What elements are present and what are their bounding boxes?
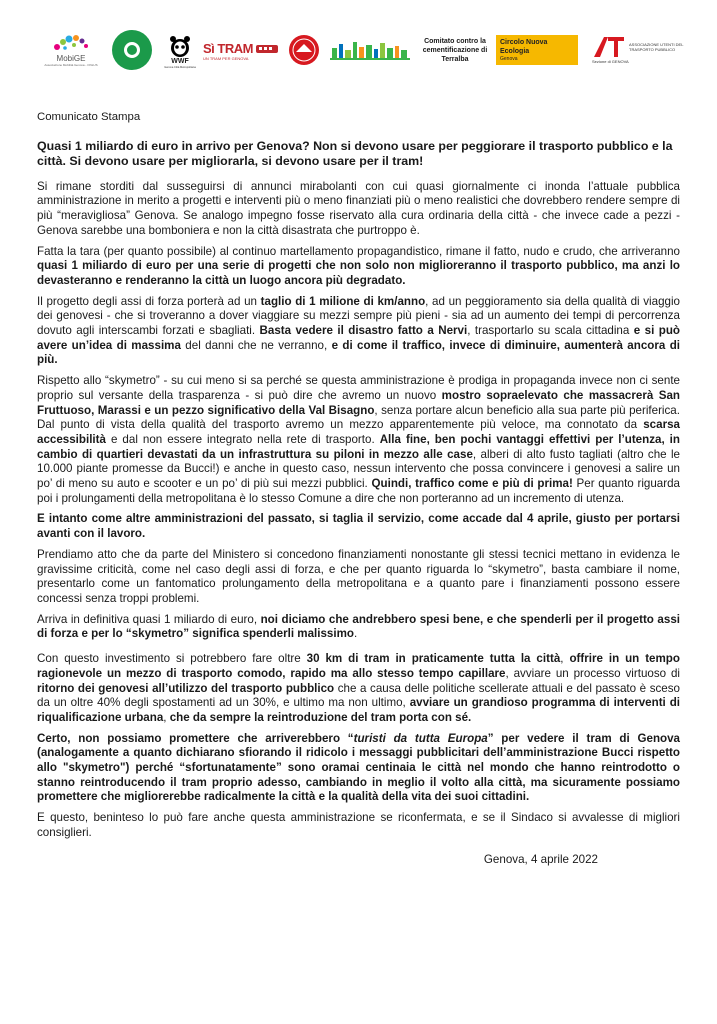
body-paragraph — [37, 245, 680, 289]
text-segment: Si rimane storditi dal susseguirsi di annunci mirabolanti con cui quasi giornalmente ci inonda l’attuale pubblica amministrazione in merito a progetti e interventi più o meno finanziati più o meno realistici che dovrebbero rendere sempre di più “meravigliosa” Genova. Se analogo impegno fosse riservato alla cura ordinaria della città - che invece cade a pezzi - Genova sarebbe una bomboniera e non la città disastrata che purtroppo è. — [37, 179, 680, 237]
tram-icon — [255, 43, 279, 55]
text-segment: , senza portare alcun beneficio alla sua parte più periferica. Dal punto di vista della qualità del trasporto avremo un mezzo apparentemente più veloce, ma connotato da — [37, 403, 680, 432]
text-segment: . — [354, 627, 358, 641]
circolo-nuova-ecologia-logo: Circolo Nuova Ecologia Genova — [496, 35, 578, 65]
body-paragraph — [37, 548, 680, 607]
text-segment: ” per vedere il tram di Genova (analogamente a quanto dichiarano sfiorando il ridicolo i messaggi pubblicitari dell’amministrazione Bucci rispetto allo "skymetro") perché “sfortunatamente” sono oramai centinaia le città nel mondo che hanno reintrodotto o stanno reintroducendo il tram proprio adesso, cambiando in meglio il volto alla città, ma sicuramente possiamo promettere che migliorerebbe radicalmente la città e la qualità della vita dei suoi cittadini. — [37, 731, 681, 804]
comitato-terralba-logo: Comitato contro la cementificazione di Terralba — [422, 37, 488, 63]
mobige-dots-icon — [51, 33, 91, 55]
document-label: Comunicato Stampa — [37, 111, 141, 123]
red-emblem-icon — [288, 34, 320, 66]
text-segment: 30 km di tram in praticamente tutta la città — [306, 652, 561, 666]
text-segment: offrire in un tempo ragionevole un mezzo di trasporto comodo, rapido ma allo stesso tempo capillare — [37, 652, 680, 680]
text-segment: Fatta la tara (per quanto possibile) al continuo martellamento propagandistico, rimane il fatto, nudo e crudo, che arriveranno — [37, 244, 680, 258]
body-paragraphs — [37, 180, 680, 841]
text-segment: e si può avere un’idea di massima — [37, 324, 680, 352]
document-headline: Quasi 1 miliardo di euro in arrivo per Genova? Non si devono usare per peggiorare il trasporto pubblico e la città. Si devono usare per migliorarla, si devono usare per il tram! — [37, 138, 673, 169]
body-paragraph — [37, 652, 680, 726]
text-segment: avviare un grandioso programma di interventi di riqualificazione urbana — [37, 696, 680, 724]
text-segment: Arriva in definitiva quasi 1 miliardo di euro, — [37, 612, 261, 626]
press-release — [37, 110, 680, 867]
text-segment: Il progetto degli assi di forza porterà ad un — [37, 294, 261, 308]
text-segment: che da sempre la reintroduzione del tram porta con sé. — [169, 710, 472, 724]
body-paragraph — [37, 732, 680, 806]
body-paragraph — [37, 613, 680, 642]
fridays-for-future-logo — [110, 28, 154, 72]
text-segment: ritorno dei genovesi all’utilizzo del trasporto pubblico — [37, 681, 335, 695]
signoff-date: Genova, 4 aprile 2022 — [483, 852, 598, 866]
text-segment: , alberi di alto fusto tagliati (altro che le 10.000 piante promesse da Bucci!) e anche in questo caso, nessun intervento che possa convincere i genovesi a salire un po’ di meno su auto e scooter e un po’ di più sui mezzi pubblici. — [37, 447, 681, 491]
autp-emblem-icon — [592, 35, 626, 59]
text-segment: Quindi, traffico come e più di prima! — [371, 477, 573, 491]
si-tram-logo: Sì TRAM UN TRAM PER GENOVA — [203, 36, 279, 66]
text-segment: scarsa accessibilità — [37, 418, 680, 446]
body-paragraph — [37, 374, 680, 506]
text-segment: mostro sopraelevato che massacrerà San Fruttuoso, Marassi e un pezzo significativo della Val Bisagno — [37, 388, 680, 417]
text-segment: , trasportarlo su scala cittadina — [467, 324, 634, 338]
mobige-logo: MobiGE Associazione Mobilità Genova - ONLUS — [40, 32, 102, 68]
text-segment: E intanto come altre amministrazioni del passato, si taglia il servizio, come accade dal 4 aprile, giusto per portarsi avanti con il lavoro. — [37, 512, 680, 541]
text-segment: , — [163, 710, 170, 724]
text-segment: , ad un peggioramento sia della qualità di viaggio dei genovesi - che si troveranno a dover viaggiare su mezzi sempre più pieni - sia ad un aumento dei tempi di percorrenza dovuto agli interscambi forzati e sbagliati. — [37, 294, 680, 338]
body-paragraph — [37, 811, 680, 840]
text-segment: del danni che ne verranno, — [180, 338, 332, 352]
panda-icon — [168, 34, 192, 58]
text-segment: Basta vedere il disastro fatto a Nervi — [259, 324, 468, 338]
text-segment: Per quanto riguarda poi i prolungamenti della metropolitana è lo stesso Comune a dire che non porteranno ad un incremento di utenza. — [37, 477, 680, 505]
text-segment: , avviare un processo virtuoso di — [505, 666, 680, 680]
text-segment: Certo, non possiamo promettere che arriverebbero “ — [37, 731, 354, 745]
wwf-logo: WWF Genova Città Metropolitana — [162, 30, 198, 72]
text-segment: Con questo investimento si potrebbero fare oltre — [37, 652, 307, 666]
text-segment: quasi 1 miliardo di euro per una serie di progetti che non solo non miglioreranno il trasporto pubblico, ma anzi lo devasteranno e renderanno la città un luogo ancora più degradato. — [37, 259, 680, 287]
autp-logo: ASSOCIAZIONE UTENTI DEL TRASPORTO PUBBLICO Sezione di GENOVA — [592, 32, 686, 68]
body-paragraph — [37, 295, 680, 369]
text-segment: Alla fine, ben pochi vantaggi effettivi per l’utenza, in cambio di quartieri devastati da un infrastruttura su piloni in mezzo alle case — [37, 432, 680, 461]
text-segment: Rispetto allo “skymetro” - su cui meno si sa perché se questa amministrazione è prodiga in propaganda invece non ci sente proprio sul versante della trasparenza - si può dire che avremo un nuovo — [37, 374, 680, 402]
text-segment: turisti da tutta Europa — [353, 731, 488, 745]
skyline-icon — [330, 38, 410, 62]
text-segment: E questo, beninteso lo può fare anche questa amministrazione se riconfermata, e se il Sindaco si avvalesse di migliori consiglieri. — [37, 811, 680, 839]
fridays-for-future-icon — [111, 29, 153, 71]
text-segment: taglio di 1 milione di km/anno — [260, 294, 426, 308]
body-paragraph — [37, 180, 680, 239]
text-segment: e dal non essere integrato nella rete di trasporto. — [105, 432, 380, 446]
text-segment: e di come il traffico, invece di diminuire, aumenterà ancora di più. — [37, 338, 681, 367]
text-segment: , — [560, 652, 570, 666]
text-segment: che a causa delle politiche scellerate attuali e del passato è sceso da un oltre 40% degli spostamenti ad un 30%, e ultimo ma non ultimo, — [37, 681, 680, 710]
text-segment: noi diciamo che andrebbero spesi bene, e che spenderli per il progetto assi di forza e per lo “skymetro” significa spenderli malissimo — [37, 612, 680, 641]
green-city-logo — [329, 38, 411, 62]
body-paragraph — [37, 512, 680, 541]
text-segment: Prendiamo atto che da parte del Ministero si concedono finanziamenti nonostante gli stessi tecnici mettano in evidenza le gravissime criticità, come nel caso degli assi di forza, e che per quanto riguarda lo “skymetro”, basta cambiare il nome, presentarlo come un fantomatico prolungamento della metropolitana e a quanto pare i finanziamenti possono essere concessi senza troppi problemi. — [37, 547, 680, 605]
header-logos — [40, 28, 685, 72]
red-circle-logo — [287, 33, 321, 67]
